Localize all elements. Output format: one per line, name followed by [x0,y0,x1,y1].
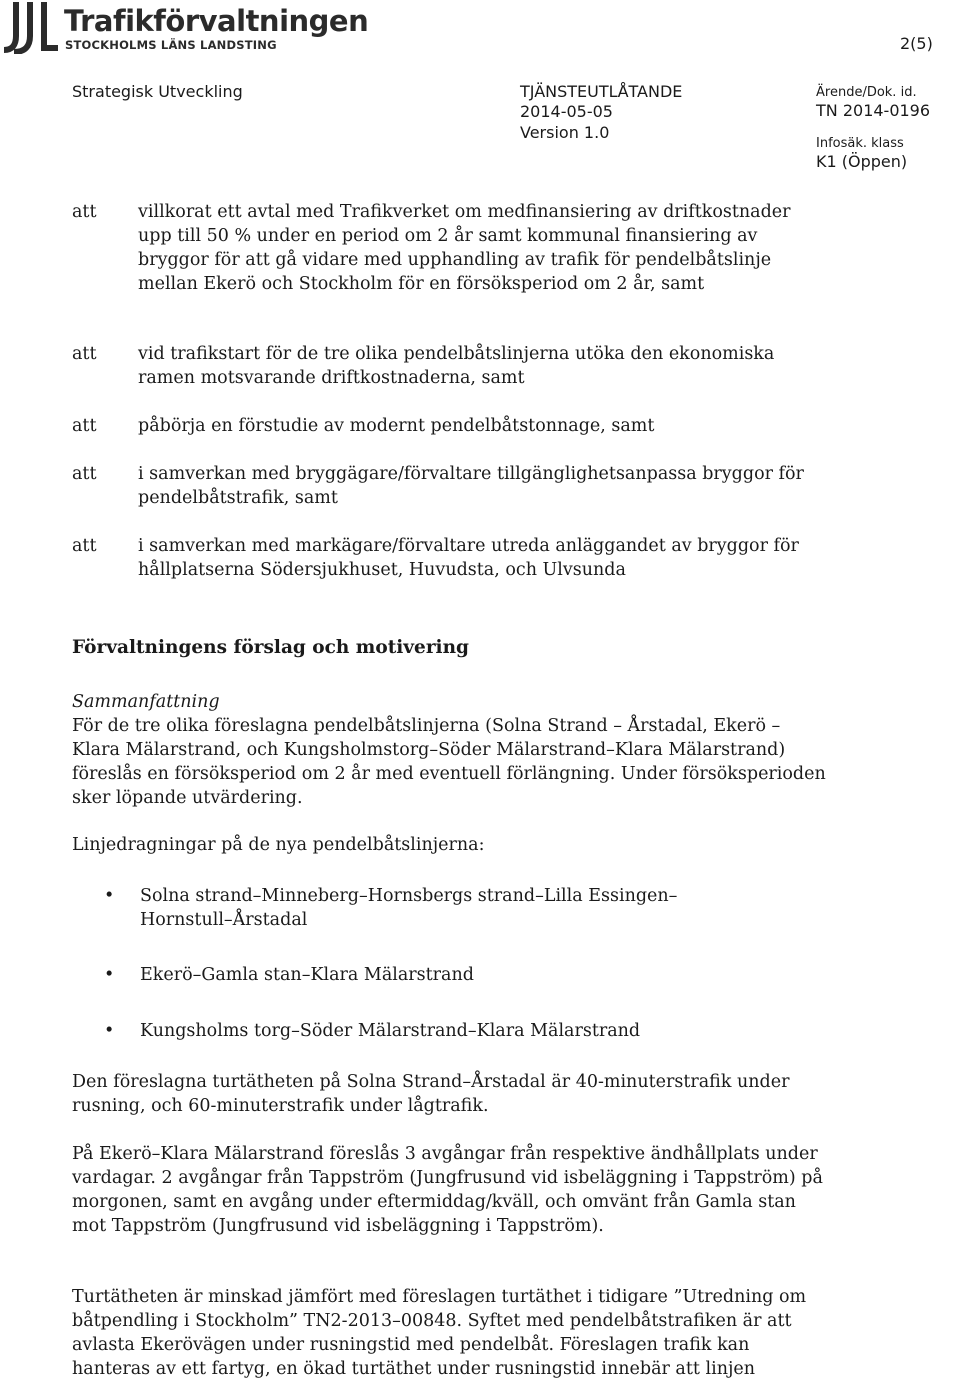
att-keyword: att [72,536,97,556]
doc-version: Version 1.0 [520,123,610,142]
att-keyword: att [72,202,97,222]
doc-type: TJÄNSTEUTLÅTANDE [520,82,683,101]
section-heading: Förvaltningens förslag och motivering [72,637,469,658]
paragraph: På Ekerö–Klara Mälarstrand föreslås 3 avgångar från respektive ändhållplats under vardagar. 2 avgångar från Tappström (Jungfrusund vid isbeläggning i Tappström) på morgonen, samt en avgång under eftermiddag/kväll, och omvänt från Gamla stan mot Tappström (Jungfrusund vid isbeläggning i Tappström). [72,1144,823,1236]
att-text: i samverkan med markägare/förvaltare utreda anläggandet av bryggor för hållplatserna Södersjukhuset, Huvudsta, och Ulvsunda [138,536,799,580]
department: Strategisk Utveckling [72,82,243,101]
att-text: påbörja en förstudie av modernt pendelbåtstonnage, samt [138,416,655,436]
case-label: Ärende/Dok. id. [816,85,917,100]
route-text: Kungsholms torg–Söder Mälarstrand–Klara Mälarstrand [140,1021,641,1041]
route-text: Solna strand–Minneberg–Hornsbergs strand–Lilla Essingen–Hornstull–Årstadal [140,886,678,930]
att-text: vid trafikstart för de tre olika pendelbåtslinjerna utöka den ekonomiska ramen motsvarande driftkostnaderna, samt [138,344,775,388]
paragraph: Turtätheten är minskad jämfört med föreslagen turtäthet i tidigare ”Utredning om båtpendling i Stockholm” TN2-2013–00848. Syftet med pendelbåtstrafiken är att avlasta Ekerövägen under rusningstid med pendelbåt. Föreslagen trafik kan hanteras av ett fartyg, en ökad turtäthet under rusningstid innebär att linjen [72,1287,807,1379]
security-label: Infosäk. klass [816,136,904,151]
att-keyword: att [72,344,97,364]
org-logo [2,0,369,56]
att-keyword: att [72,416,97,436]
route-text: Ekerö–Gamla stan–Klara Mälarstrand [140,965,474,985]
org-subtitle: STOCKHOLMS LÄNS LANDSTING [65,38,277,52]
bullet-icon: • [104,965,115,985]
paragraph: Den föreslagna turtätheten på Solna Strand–Årstadal är 40-minuterstrafik under rusning, och 60-minuterstrafik under lågtrafik. [72,1072,790,1116]
summary-paragraph: För de tre olika föreslagna pendelbåtslinjerna (Solna Strand – Årstadal, Ekerö – Klara Mälarstrand, och Kungsholmstorg–Söder Mälarstrand–Klara Mälarstrand) föreslås en försöksperiod om 2 år med eventuell förlängning. Under försöksperioden sker löpande utvärdering. [72,716,826,808]
att-text: villkorat ett avtal med Trafikverket om medfinansiering av driftkostnader upp till 50 % under en period om 2 år samt kommunal finansiering av bryggor för att gå vidare med upphandling av trafik för pendelbåtslinje mellan Ekerö och Stockholm för en försöksperiod om 2 år, samt [138,202,791,294]
doc-date: 2014-05-05 [520,102,613,121]
att-text: i samverkan med bryggägare/förvaltare tillgänglighetsanpassa bryggor för pendelbåtstrafik, samt [138,464,804,508]
bullet-icon: • [104,1021,115,1041]
logo-mark-icon [2,0,62,54]
security-class: K1 (Öppen) [816,152,908,171]
page-number: 2(5) [900,34,933,53]
org-name: Trafikförvaltningen [64,4,369,38]
att-keyword: att [72,464,97,484]
case-id: TN 2014-0196 [816,101,931,120]
section-subheading: Sammanfattning [72,692,220,712]
routes-intro: Linjedragningar på de nya pendelbåtslinjerna: [72,835,485,855]
bullet-icon: • [104,886,115,906]
